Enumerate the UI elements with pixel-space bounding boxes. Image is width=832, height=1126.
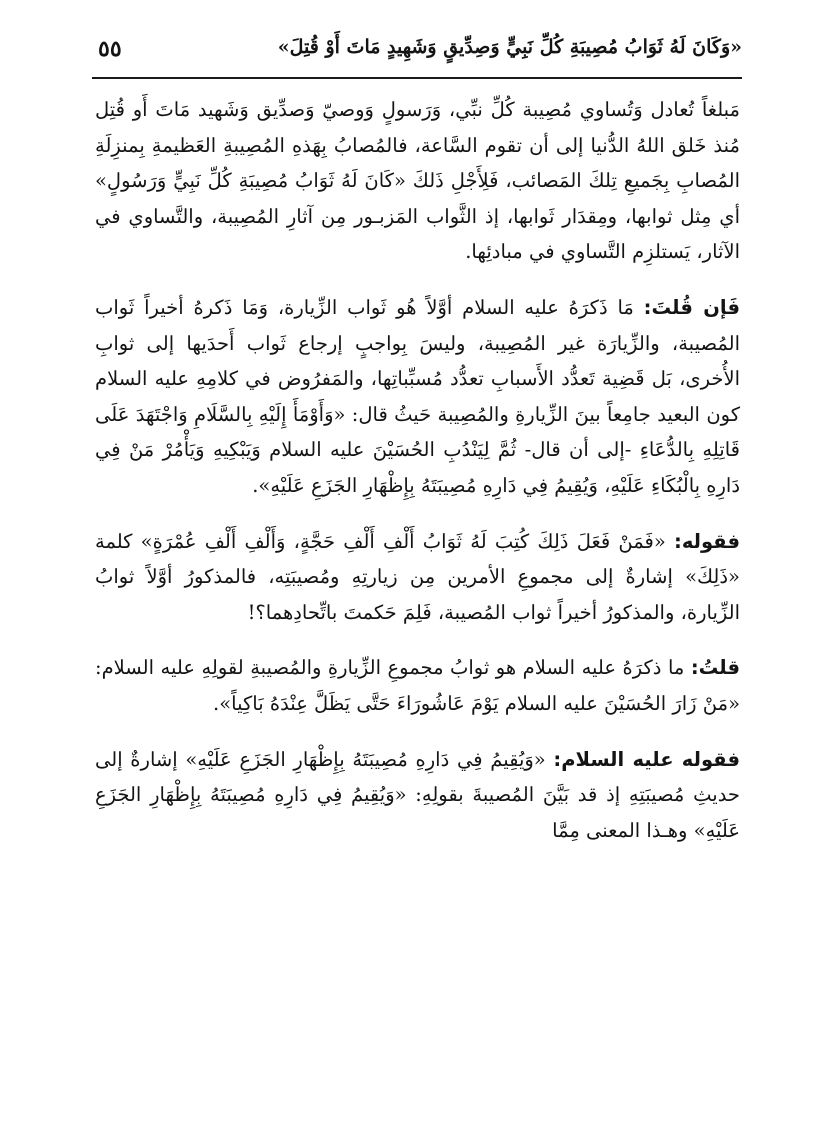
running-title: «وَكَانَ لَهُ ثَوَابُ مُصِيبَةِ كُلِّ نَبِيٍّ وَصِدِّيقٍ وَشَهِيدٍ مَاتَ أَوْ قُتِلَ»	[277, 36, 742, 58]
paragraph-lead: فقوله عليه السلام:	[553, 747, 740, 771]
paragraph-5	[95, 742, 740, 849]
paragraph-text: مَا ذَكرَهُ عليه السلام أوَّلاً هُو ثَواب الزِّيارة، وَمَا ذَكرهُ أخيراً ثَواب المُصيبة، والزِّيارَة غير المُصِيبة، وليسَ بِواجبٍ إرجاع ثَواب أَحدَيها إلى ثوابِ الأُخرى، بَل قَضِية تَعدُّد الأَسبابِ تعدُّد مُسبِّباتِها، والمَفرُوض في كلامِهِ عليه السلام كون البعيد جامِعاً بينَ الزِّيارةِ والمُصِيبة حَيثُ قال: «وَأَوْمَأَ إِلَيْهِ بِالسَّلَامِ وَاجْتَهَدَ عَلَى قَاتِلِهِ بِالدُّعَاءِ -إلى أن قال- ثُمَّ لِيَنْدُبِ الحُسَيْنَ عليه السلام وَيَبْكِيهِ وَيَأْمُرْ مَنْ فِي دَارِهِ بِالْبُكَاءِ عَلَيْهِ، وَيُقِيمُ فِي دَارِهِ مُصِيبَتَهُ بِإِظْهَارِ الجَزَعِ عَلَيْهِ».	[95, 295, 740, 497]
paragraph-text: «فَمَنْ فَعَلَ ذَلِكَ كُتِبَ لَهُ ثَوَابُ أَلْفِ أَلْفِ حَجَّةٍ، وَأَلْفِ أَلْفِ عُمْرَةٍ» كلمة «ذَلِكَ» إشارةٌ إلى مجموعِ الأمرين مِن زيارتِهِ ومُصيبَتِه، فالمذكورُ أوَّلاً ثوابُ الزِّيارة، والمذكورُ أخيراً ثواب المُصيبة، فَلِمَ حَكمتَ باتِّحادِهما؟!	[95, 529, 740, 624]
paragraph-lead: فقوله:	[674, 529, 740, 553]
paragraph-text: ما ذكرَهُ عليه السلام هو ثوابُ مجموعِ الزِّيارةِ والمُصيبةِ لقولِهِ عليه السلام: «مَنْ زَارَ الحُسَيْنَ عليه السلام يَوْمَ عَاشُورَاءَ حَتَّى يَظَلَّ عِنْدَهُ بَاكِياً».	[95, 656, 740, 715]
header-divider	[92, 77, 742, 79]
paragraph-text: مَبلغاً تُعادل وَتُساوي مُصِيبة كُلِّ نبِّي، وَرَسولٍ وَوصيّ وَصدِّيق وَشَهيد مَاتَ أَو قُتِل مُنذ خَلق اللهُ الدُّنيا إلى أن تقوم السَّاعة، فالمُصابُ بِهَذهِ المُصِيبةِ العَظيمةِ بِمنزِلَةِ المُصابِ بِجَميعِ تِلكَ المَصائب، فَلِأَجْلِ ذَلكَ «كَانَ لَهُ ثَوَابُ مُصِيبَةِ كُلِّ نَبِيٍّ وَرَسُولٍ» أي مِثل ثوابها، ومِقدَار ثَوابها، إذ الثَّواب المَزبـور مِن آثارِ المُصِيبة، والتَّساوي في الآثار، يَستلزِم التَّساوي في مبادئِها.	[95, 98, 740, 264]
paragraph-lead: قلتُ:	[690, 656, 740, 680]
page-number: ٥٥	[98, 36, 122, 62]
paragraph-3	[95, 524, 740, 631]
paragraph-1	[95, 92, 740, 270]
body-text	[95, 92, 740, 868]
paragraph-text: «وَيُقِيمُ فِي دَارِهِ مُصِيبَتَهُ بِإِظْهَارِ الجَزَعِ عَلَيْهِ» إشارةٌ إلى حديثِ مُصيبَتِهِ إذ قد بَيَّنَ المُصيبةَ بقولِهِ: «وَيُقِيمُ فِي دَارِهِ مُصِيبَتَهُ بِإِظْهَارِ الجَزَعِ عَلَيْهِ» وهـذا المعنى مِمَّا	[95, 747, 740, 842]
page-header	[92, 32, 742, 72]
paragraph-lead: فَإن قُلتَ:	[643, 295, 740, 319]
paragraph-2	[95, 290, 740, 504]
paragraph-4	[95, 650, 740, 721]
